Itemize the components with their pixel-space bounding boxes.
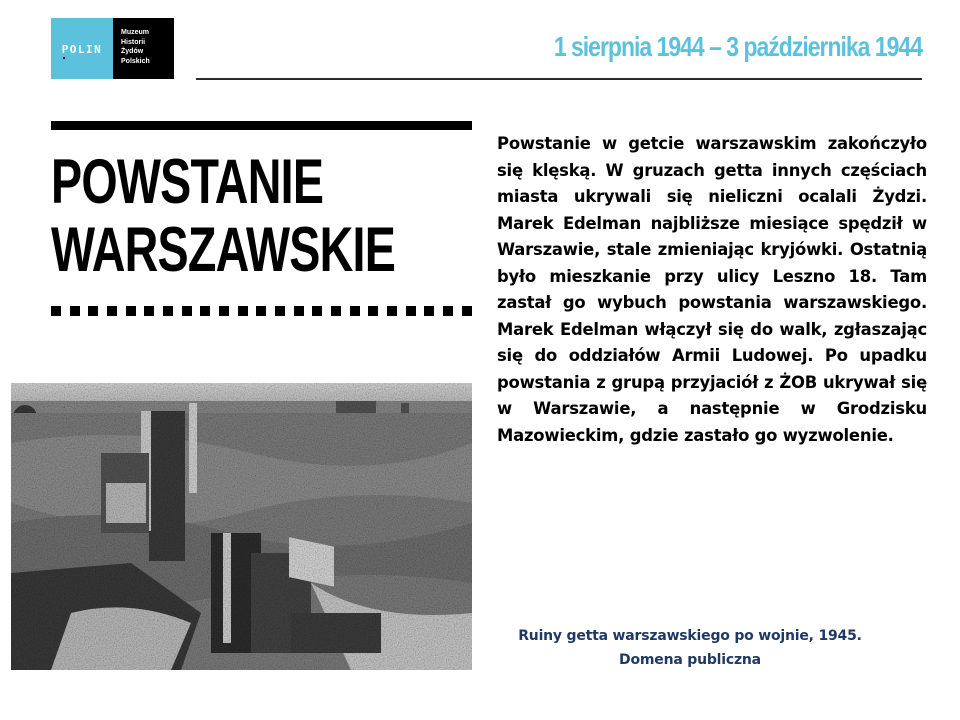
divider-square	[331, 306, 341, 316]
logo-line-4: Polskich	[121, 57, 150, 65]
title-line-1: POWSTANIE	[51, 147, 324, 217]
logo-line-3: Żydów	[121, 48, 144, 55]
photo-caption	[470, 624, 910, 672]
divider-square	[462, 306, 472, 316]
divider-square	[443, 306, 453, 316]
divider-square	[238, 306, 248, 316]
title-line-2: WARSZAWSKIE	[51, 215, 396, 285]
divider-square	[219, 306, 229, 316]
divider-square	[163, 306, 173, 316]
date-range-heading: 1 sierpnia 1944 – 3 października 1944	[553, 31, 922, 62]
polin-museum-logo	[51, 18, 174, 79]
divider-square	[294, 306, 304, 316]
divider-square	[350, 306, 360, 316]
logo-line-1: Muzeum	[121, 29, 149, 36]
divider-square	[88, 306, 98, 316]
logo-wordmark	[62, 41, 103, 56]
logo-wordmark-text: POLIN	[61, 43, 103, 56]
caption-line-2: Domena publiczna	[619, 652, 761, 668]
ghetto-ruins-photo	[11, 383, 472, 670]
title-dotted-divider	[51, 306, 472, 316]
divider-square	[387, 306, 397, 316]
divider-square	[126, 306, 136, 316]
caption-line-1: Ruiny getta warszawskiego po wojnie, 1945.	[518, 628, 862, 644]
divider-square	[51, 306, 61, 316]
divider-square	[107, 306, 117, 316]
logo-line-2: Historii	[121, 38, 146, 46]
divider-square	[275, 306, 285, 316]
logo-black-block	[113, 18, 174, 79]
divider-square	[368, 306, 378, 316]
logo-dot-icon	[63, 57, 65, 59]
divider-square	[182, 306, 192, 316]
divider-square	[424, 306, 434, 316]
divider-square	[406, 306, 416, 316]
body-paragraph: Powstanie w getcie warszawskim zakończyło się klęską. W gruzach getta innych częściach miasta ukrywali się nieliczni ocalali Żydzi. Marek Edelman najbliższe miesiące spędził w Warszawie, stale zmieniając kryjówki. Ostatnią było mieszkanie przy ulicy Leszno 18. Tam zastał go wybuch powstania warszawskiego. Marek Edelman włączył się do walk, zgłaszając się do oddziałów Armii Ludowej. Po upadku powstania z grupą przyjaciół z ŻOB ukrywał się w Warszawie, a następnie w Grodzisku Mazowieckim, gdzie zastało go wyzwolenie.	[497, 134, 927, 445]
header-divider	[196, 78, 922, 80]
divider-square	[256, 306, 266, 316]
title-top-bar	[51, 121, 472, 130]
divider-square	[312, 306, 322, 316]
divider-square	[200, 306, 210, 316]
ghetto-ruins-image	[11, 383, 472, 670]
divider-square	[144, 306, 154, 316]
page-title	[51, 148, 395, 284]
divider-square	[70, 306, 80, 316]
logo-cyan-block	[51, 18, 113, 79]
